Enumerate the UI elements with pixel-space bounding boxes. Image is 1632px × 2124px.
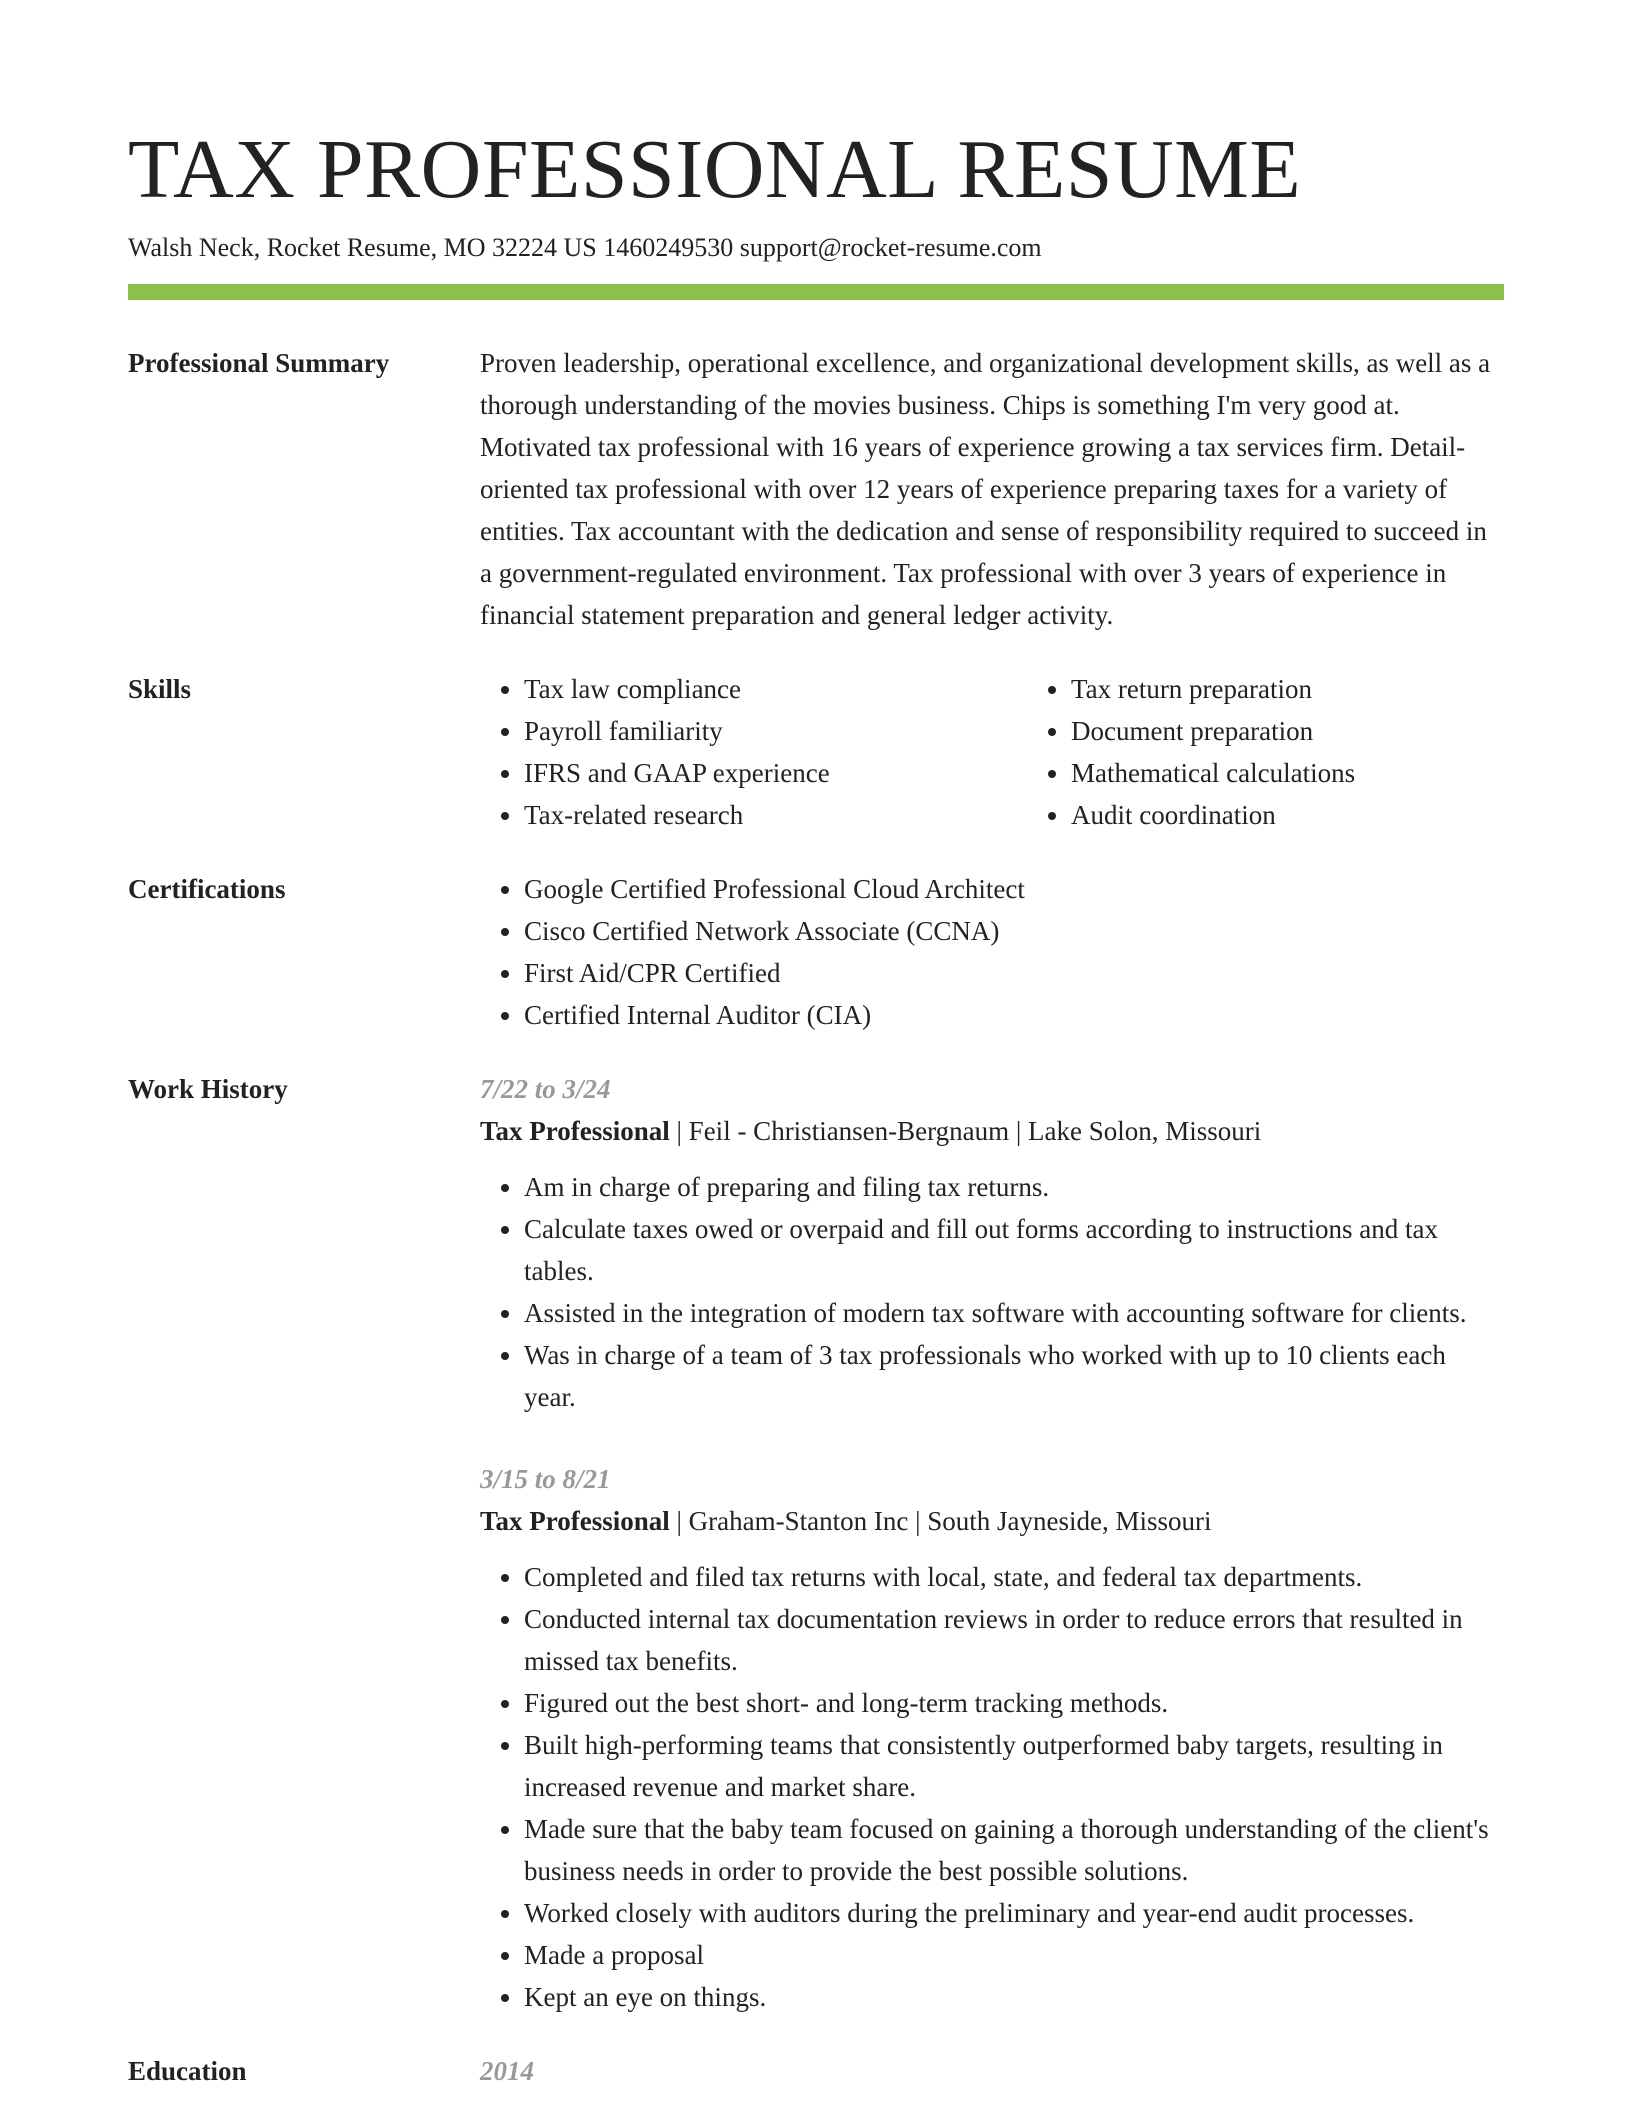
- certification-item: • Certified Internal Auditor (CIA): [524, 994, 1504, 1036]
- summary-body: [480, 342, 1504, 636]
- job-bullet: • Made a proposal: [524, 1934, 1504, 1976]
- certifications-list: [480, 868, 1504, 1036]
- contact-line: Walsh Neck, Rocket Resume, MO 32224 US 1460249530 support@rocket-resume.com: [128, 233, 1042, 262]
- job-bullet: • Calculate taxes owed or overpaid and fill out forms according to instructions and tax tables.: [524, 1208, 1504, 1292]
- job-bullets: [480, 1166, 1504, 1418]
- summary-text: Proven leadership, operational excellence, and organizational development skills, as well as a thorough understanding of the movies business. Chips is something I'm very good at. Motivated tax professional with 16 years of experience growing a tax services firm. Detail-oriented tax professional with over 12 years of experience preparing taxes for a variety of entities. Tax accountant with the dedication and sense of responsibility required to succeed in a government-regulated environment. Tax professional with over 3 years of experience in financial statement preparation and general ledger activity.: [480, 348, 1491, 630]
- job-bullet: • Assisted in the integration of modern tax software with accounting software for clients.: [524, 1292, 1504, 1334]
- job-title-line: [480, 1110, 1504, 1152]
- job-details: | Graham-Stanton Inc | South Jayneside, Missouri: [669, 1506, 1212, 1536]
- section-skills: [128, 668, 1504, 836]
- job-entry: [480, 1458, 1504, 2018]
- job-dates: 3/15 to 8/21: [480, 1464, 611, 1494]
- job-bullet: • Worked closely with auditors during the preliminary and year-end audit processes.: [524, 1892, 1504, 1934]
- skills-grid: [480, 668, 1574, 836]
- section-education: [128, 2050, 1504, 2092]
- job-title: Tax Professional: [480, 1116, 670, 1146]
- certification-item: • Cisco Certified Network Associate (CCNA): [524, 910, 1504, 952]
- job-dates: 7/22 to 3/24: [480, 1074, 611, 1104]
- resume-page: [128, 120, 1504, 2124]
- job-bullet: • Built high-performing teams that consistently outperformed baby targets, resulting in increased revenue and market share.: [524, 1724, 1504, 1808]
- section-label-certifications: Certifications: [128, 874, 286, 904]
- job-bullet: • Kept an eye on things.: [524, 1976, 1504, 2018]
- job-details: | Feil - Christiansen-Bergnaum | Lake Solon, Missouri: [669, 1116, 1262, 1146]
- skill-item: • Document preparation: [1071, 710, 1574, 752]
- skill-item: • IFRS and GAAP experience: [524, 752, 1027, 794]
- job-bullet: • Was in charge of a team of 3 tax professionals who worked with up to 10 clients each year.: [524, 1334, 1504, 1418]
- skill-item: • Tax-related research: [524, 794, 1027, 836]
- job-bullet: • Am in charge of preparing and filing tax returns.: [524, 1166, 1504, 1208]
- skill-item: • Tax return preparation: [1071, 668, 1574, 710]
- job-bullet: • Figured out the best short- and long-term tracking methods.: [524, 1682, 1504, 1724]
- section-label-summary: Professional Summary: [128, 348, 390, 378]
- job-entry: [480, 1068, 1504, 1418]
- skills-list-right: [1027, 668, 1574, 836]
- skill-item: • Tax law compliance: [524, 668, 1027, 710]
- resume-title: TAX PROFESSIONAL RESUME: [128, 123, 1302, 216]
- job-title: Tax Professional: [480, 1506, 670, 1536]
- section-certifications: [128, 868, 1504, 1036]
- accent-divider: [128, 284, 1504, 300]
- section-label-skills: Skills: [128, 674, 192, 704]
- section-label-work-history: Work History: [128, 1074, 288, 1104]
- education-date: 2014: [480, 2056, 534, 2086]
- skill-item: • Audit coordination: [1071, 794, 1574, 836]
- section-label-education: Education: [128, 2056, 247, 2086]
- job-title-line: [480, 1500, 1504, 1542]
- skill-item: • Payroll familiarity: [524, 710, 1027, 752]
- certification-item: • Google Certified Professional Cloud Architect: [524, 868, 1504, 910]
- job-bullet: • Made sure that the baby team focused on gaining a thorough understanding of the client's business needs in order to provide the best possible solutions.: [524, 1808, 1504, 1892]
- education-body: [480, 2050, 1504, 2092]
- job-bullets: [480, 1556, 1504, 2018]
- job-bullet: • Completed and filed tax returns with local, state, and federal tax departments.: [524, 1556, 1504, 1598]
- certifications-body: [480, 868, 1504, 1036]
- skills-list-left: [480, 668, 1027, 836]
- section-summary: [128, 342, 1504, 636]
- skill-item: • Mathematical calculations: [1071, 752, 1574, 794]
- section-work-history: [128, 1068, 1504, 2018]
- job-bullet: • Conducted internal tax documentation reviews in order to reduce errors that resulted in missed tax benefits.: [524, 1598, 1504, 1682]
- certification-item: • First Aid/CPR Certified: [524, 952, 1504, 994]
- resume-sections: [128, 342, 1504, 2092]
- work-history-body: [480, 1068, 1504, 2018]
